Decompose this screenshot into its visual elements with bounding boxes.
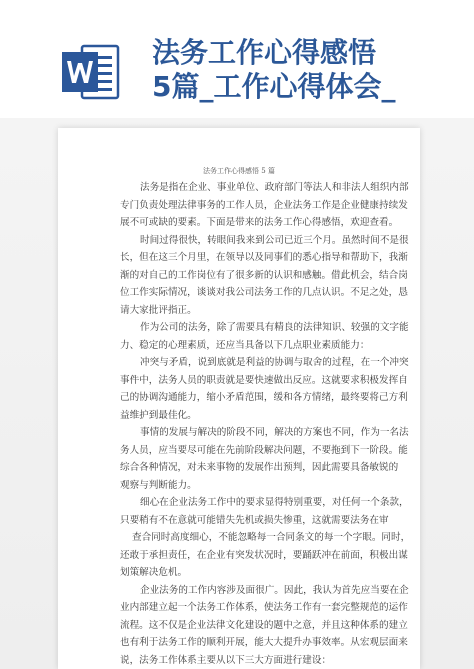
line: 只要稍有不在意就可能错失先机或损失惨重，这就需要法务在审 (120, 514, 389, 526)
line: 企业法务的工作内容涉及面很广。因此，我认为首先应当要在企 (140, 584, 409, 596)
paragraph-4 (120, 354, 440, 424)
word-document-icon (62, 44, 120, 100)
line: 益维护到最佳化。 (120, 409, 197, 421)
document-heading: 法务工作心得感悟 5 篇 (203, 167, 275, 175)
line: 时间过得很快，转眼间我来到公司已近三个月。虽然时间不是很 (140, 234, 409, 246)
line: 事情的发展与解决的阶段不同，解决的方案也不同，作为一名法 (140, 427, 409, 438)
paragraph-6 (120, 494, 440, 582)
line: 观察与判断能力。 (120, 479, 197, 491)
line: 法务是指在企业、事业单位、政府部门等法人和非法人组织内部 (140, 182, 409, 193)
title-line-2: 5篇_工作心得体会_ (152, 70, 396, 103)
line: 务人员，应当要尽可能在先前阶段解决问题，不要拖到下一阶段。能 (120, 444, 408, 456)
paragraph-7 (120, 582, 440, 669)
line: 细心在企业法务工作中的要求显得特别重要，对任何一个条款， (140, 497, 409, 508)
line: 作为公司的法务，除了需要具有精良的法律知识、较强的文字能 (140, 322, 409, 333)
line: 渐的对自己的工作岗位有了很多新的认识和感触。借此机会，结合岗 (120, 269, 408, 281)
paragraph-5 (120, 424, 440, 494)
line: 展不可或缺的要素。下面是带来的法务工作心得感悟，欢迎查看。 (120, 217, 399, 228)
line: 说，法务工作体系主要从以下三大方面进行建设： (120, 654, 332, 666)
line: 专门负责处理法律事务的工作人员，企业法务工作是企业健康持续发 (120, 199, 408, 211)
line: 业内部建立起一个法务工作体系，使法务工作有一套完整规范的运作 (120, 602, 408, 613)
line: 综合各种情况，对未来事物的发展作出预判，因此需要具备敏锐的 (120, 462, 399, 473)
paragraph-1 (120, 179, 440, 232)
line: 长，但在这三个月里，在领导以及同事们的悉心指导和帮助下，我渐 (120, 252, 408, 263)
title-line-1: 法务工作心得感悟 (152, 36, 377, 69)
paragraph-2 (120, 232, 440, 320)
line: 位工作实际情况，谈谈对我公司法务工作的几点认识。不足之处，恳 (120, 287, 408, 298)
line: 流程。这不仅是企业法律文化建设的题中之意，并且这种体系的建立 (120, 619, 408, 631)
line: 冲突与矛盾，说到底就是利益的协调与取舍的过程，在一个冲突 (140, 357, 409, 368)
line: 查合同时高度细心，不能忽略每一合同条文的每一个字眼。同时， (132, 532, 411, 543)
line: 也有利于法务工作的顺利开展，能大大提升办事效率。从宏观层面来 (120, 637, 408, 648)
line: 事件中，法务人员的职责就是要快速做出反应。这就要求积极发挥自 (120, 374, 408, 386)
line: 划策解决危机。 (120, 567, 188, 578)
line: 还敢于承担责任，在企业有突发状况时，要踊跃冲在前面，积极出谋 (120, 549, 408, 561)
line: 己的协调沟通能力，缩小矛盾范围，缓和各方情绪，最终要将己方利 (120, 392, 408, 403)
banner (0, 0, 474, 118)
line: 力、稳定的心理素质，还应当具备以下几点职业素质能力： (120, 339, 370, 351)
page-title (152, 36, 470, 104)
paragraph-3 (120, 319, 440, 354)
line: 请大家批评指正。 (120, 304, 197, 316)
